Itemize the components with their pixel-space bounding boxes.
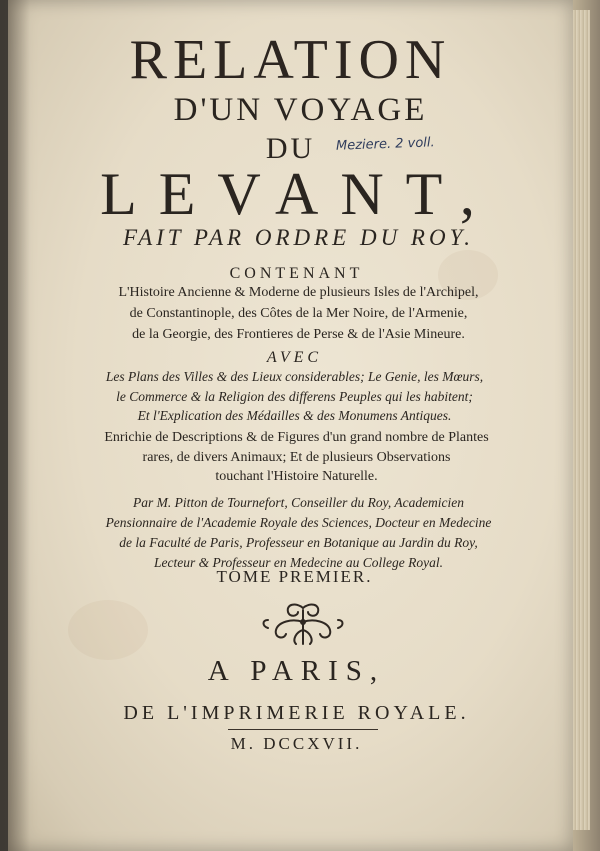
fleuron-ornament-icon	[258, 600, 348, 650]
paper-foxing-spot	[68, 600, 148, 660]
enrichie-line: rares, de divers Animaux; Et de plusieurs Observations	[142, 450, 451, 465]
author-line: Par M. Pitton de Tournefort, Conseiller du Roy, Academicien	[132, 495, 465, 510]
avec-line: le Commerce & la Religion des differens Peuples qui les habitent;	[116, 389, 473, 404]
avec-line: Et l'Explication des Médailles & des Monumens Antiques.	[137, 408, 452, 423]
imprint-date: M. DCCXVII.	[230, 734, 363, 753]
contenant-line: L'Histoire Ancienne & Moderne de plusieurs Isles de l'Archipel,	[118, 285, 479, 300]
title-levant: LEVANT,	[100, 161, 497, 227]
enrichie-line: Enrichie de Descriptions & de Figures d'un grand nombre de Plantes	[104, 430, 489, 445]
author-line: Lecteur & Professeur en Medecine au College Royal.	[154, 555, 443, 570]
volume-label: TOME PREMIER.	[216, 567, 373, 586]
author-line: Pensionnaire de l'Academie Royale des Sciences, Docteur en Medecine	[105, 515, 492, 530]
contenant-line: de Constantinople, des Côtes de la Mer Noire, de l'Armenie,	[129, 306, 468, 321]
subtitle: FAIT PAR ORDRE DU ROY.	[122, 225, 475, 250]
imprint-rule	[228, 729, 378, 730]
imprint-publisher: DE L'IMPRIMERIE ROYALE.	[123, 702, 470, 724]
title-du: DU	[265, 132, 316, 165]
handwritten-note: Meziere. 2 voll.	[335, 135, 435, 154]
contenant-line: de la Georgie, des Frontieres de Perse & de l'Asie Mineure.	[132, 327, 465, 342]
enrichie-line: touchant l'Histoire Naturelle.	[215, 469, 378, 484]
title-relation: RELATION	[129, 29, 452, 91]
contenant-heading: CONTENANT	[229, 265, 364, 282]
title-page	[8, 0, 573, 851]
title-dun-voyage: D'UN VOYAGE	[173, 92, 428, 128]
avec-heading: AVEC	[266, 349, 323, 366]
avec-line: Les Plans des Villes & des Lieux considerables; Le Genie, les Mœurs,	[105, 369, 484, 384]
author-line: de la Faculté de Paris, Professeur en Botanique au Jardin du Roy,	[119, 535, 478, 550]
imprint-place: A PARIS,	[207, 655, 386, 687]
